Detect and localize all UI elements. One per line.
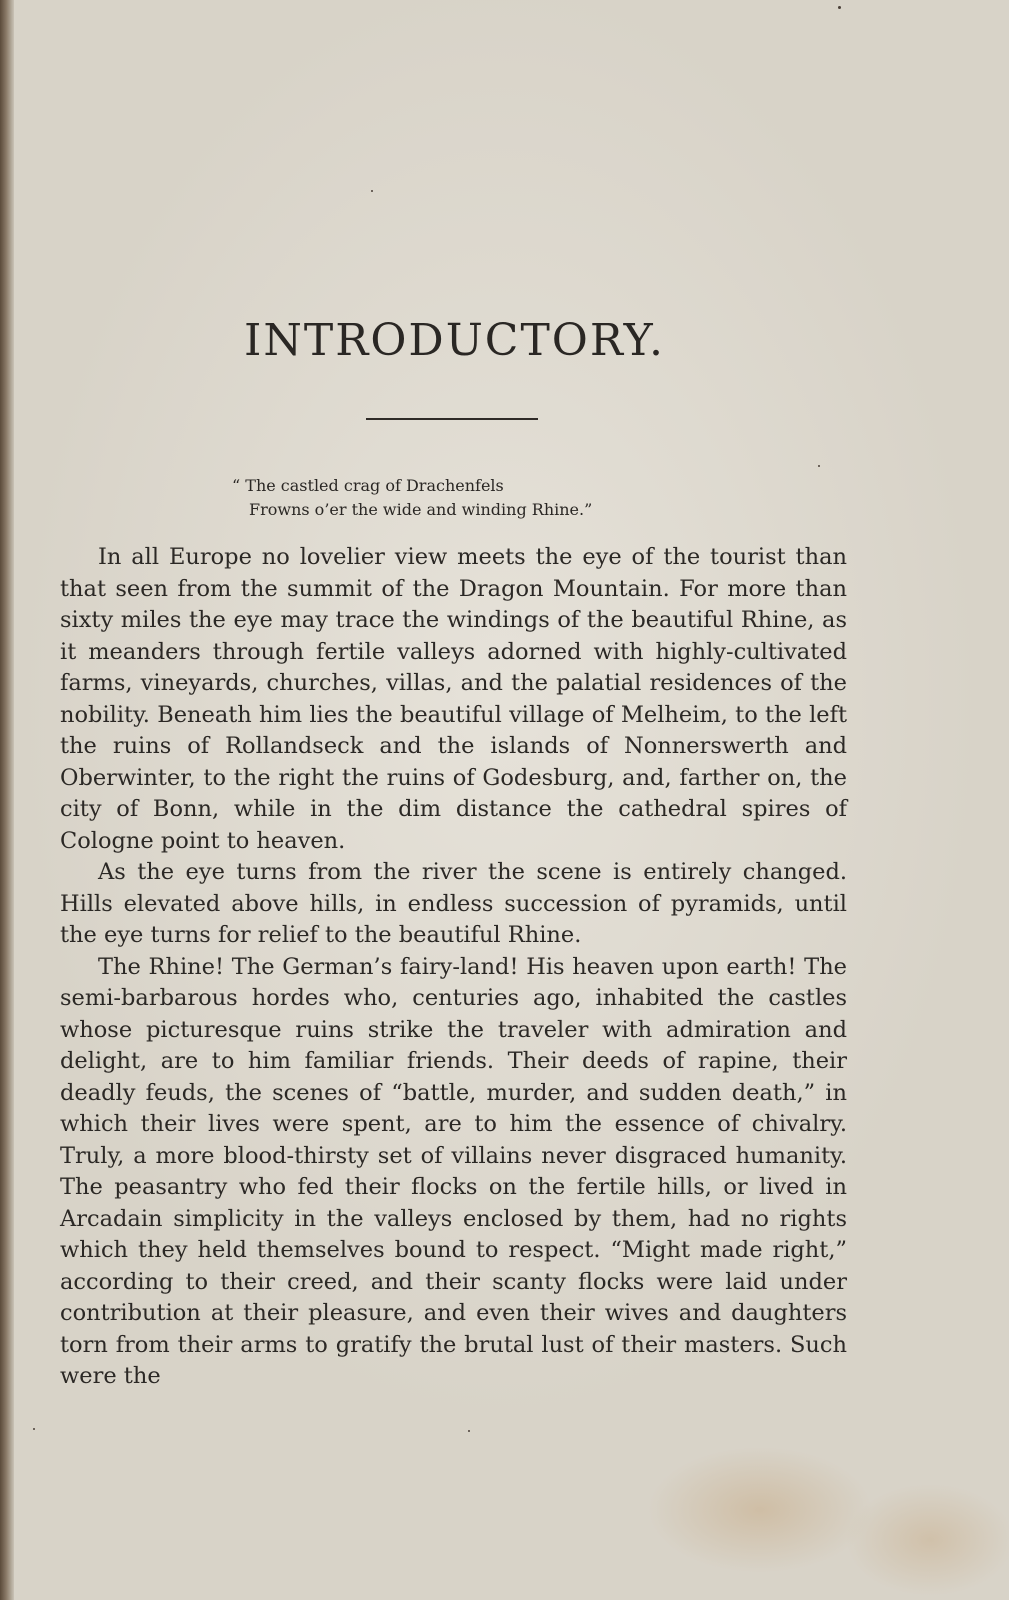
page-title: INTRODUCTORY. xyxy=(243,315,665,366)
paragraph: The Rhine! The German’s fairy-land! His heaven upon earth! The semi-barbarous hordes who, centuries ago, inhabited the castles whose picturesque ruins strike the traveler with admiration and delight, are to him familiar friends. Their deeds of rapine, their deadly feuds, the scenes of “battle, murder, and sudden death,” in which their lives were spent, are to him the essence of chivalry. Truly, a more blood-thirsty set of villains never disgraced humanity. The peasantry who fed their flocks on the fertile hills, or lived in Arcadain simplicity in the valleys enclosed by them, had no rights which they held themselves bound to respect. “Might made right,” according to their creed, and their scanty flocks were laid under contribution at their pleasure, and even their wives and daughters torn from their arms to gratify the brutal lust of their masters. Such were the xyxy=(60,953,847,1389)
epigraph-line-2: Frowns o’er the wide and winding Rhine.” xyxy=(249,500,593,519)
paper-speck xyxy=(838,6,841,9)
paragraph: As the eye turns from the river the scene is entirely changed. Hills elevated above hills, in endless succession of pyramids, until the eye turns for relief to the beautiful Rhine. xyxy=(60,859,847,948)
body-text xyxy=(60,542,847,1393)
paragraph: In all Europe no lovelier view meets the eye of the tourist than that seen from the summit of the Dragon Mountain. For more than sixty miles the eye may trace the windings of the beautiful Rhine, as it meanders through fertile valleys adorned with highly-cultivated farms, vineyards, churches, villas, and the palatial residences of the nobility. Beneath him lies the beautiful village of Melheim, to the left the ruins of Rollandseck and the islands of Nonnerswerth and Oberwinter, to the right the ruins of Godesburg, and, farther on, the city of Bonn, while in the dim distance the cathedral spires of Cologne point to heaven. xyxy=(60,544,847,854)
book-binding-edge xyxy=(0,0,14,1600)
paper-speck xyxy=(818,465,820,467)
epigraph xyxy=(232,474,592,522)
epigraph-line-1: “ The castled crag of Drachenfels xyxy=(232,476,504,495)
paper-speck xyxy=(33,1428,35,1430)
paper-speck xyxy=(468,1430,470,1432)
title-divider xyxy=(366,418,538,420)
paper-speck xyxy=(371,190,373,192)
